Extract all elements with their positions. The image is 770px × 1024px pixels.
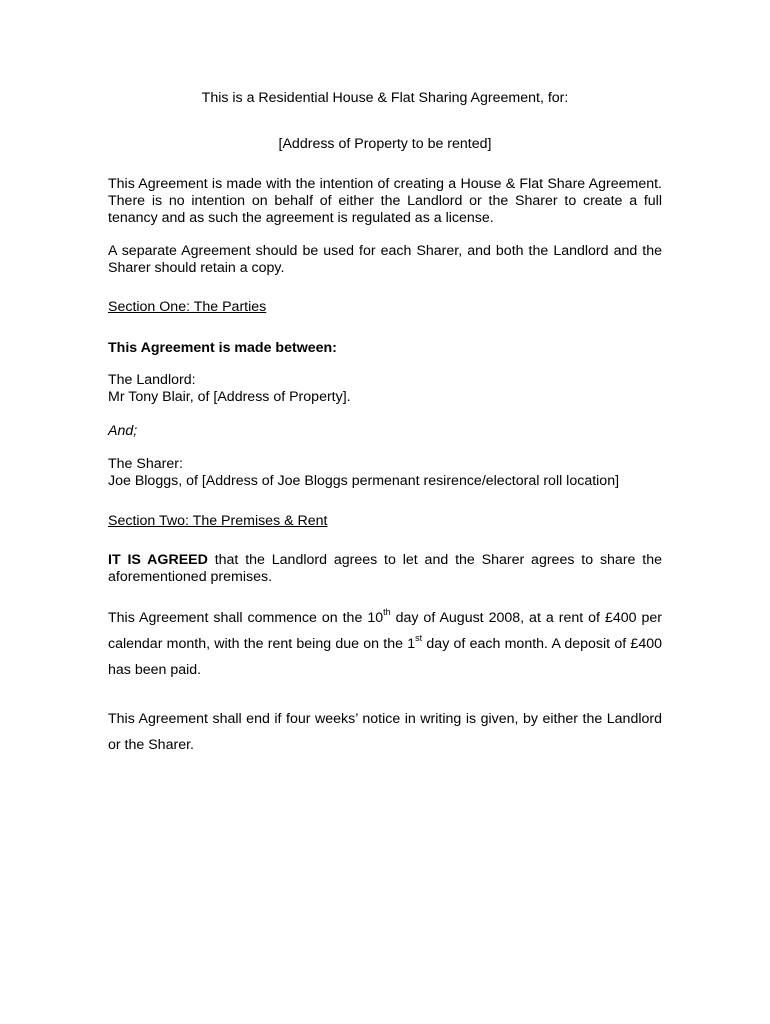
sharer-value: Joe Bloggs, of [Address of Joe Bloggs permenant resirence/electoral roll location] xyxy=(108,473,620,489)
section-one-heading: Section One: The Parties xyxy=(108,299,267,315)
intro-paragraph: This Agreement is made with the intention of creating a House & Flat Share Agreement. There is no intention on behalf of either the Landlord or the Sharer to create a full tenancy and as such the agreement is regulated as a license. xyxy=(108,176,662,226)
separate-agreement-paragraph: A separate Agreement should be used for each Sharer, and both the Landlord and the Sharer should retain a copy. xyxy=(108,243,662,276)
property-address-placeholder: [Address of Property to be rented] xyxy=(278,136,492,152)
commence-sup-2: st xyxy=(415,633,423,644)
landlord-value: Mr Tony Blair, of [Address of Property]. xyxy=(108,389,351,405)
end-paragraph: This Agreement shall end if four weeks’ notice in writing is given, by either the Landlord or the Sharer. xyxy=(108,711,662,753)
agreement-title: This is a Residential House & Flat Sharing Agreement, for: xyxy=(201,90,569,106)
and-text: And; xyxy=(108,423,138,439)
sharer-label: The Sharer: xyxy=(108,456,183,472)
commence-sup-1: th xyxy=(383,607,391,618)
landlord-label: The Landlord: xyxy=(108,372,196,388)
agreed-rest-text: that the Landlord agrees to let and the Sharer agrees to share the aforementioned premises. xyxy=(108,552,662,585)
commence-text-1: This Agreement shall commence on the 10 xyxy=(108,610,384,626)
commence-text-3: day of each month. A deposit of £400 has been paid. xyxy=(108,636,662,678)
commence-paragraph xyxy=(108,605,662,683)
made-between-heading: This Agreement is made between: xyxy=(108,340,337,356)
agreed-paragraph xyxy=(108,552,662,586)
commence-text-2: day of August 2008, at a rent of £400 per calendar month, with the rent being due on the 1 xyxy=(108,610,662,652)
agreed-bold-text: IT IS AGREED xyxy=(108,552,208,568)
section-two-heading: Section Two: The Premises & Rent xyxy=(108,513,328,529)
